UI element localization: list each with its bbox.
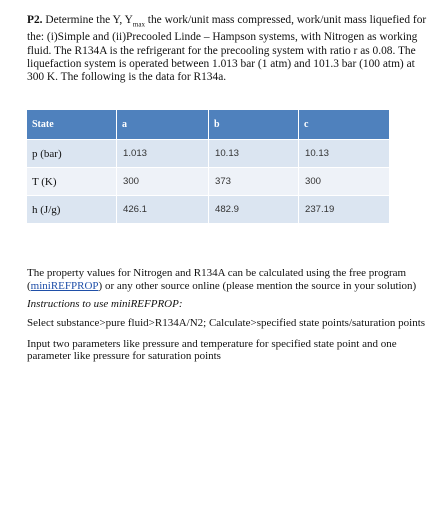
cell-temperature-b: 373 — [209, 167, 299, 195]
cell-enthalpy-a: 426.1 — [117, 195, 209, 223]
table-row — [27, 139, 389, 167]
instruction-select-substance: Select substance>pure fluid>R134A/N2; Calculate>specified state points/saturation points — [27, 317, 426, 330]
header-c: c — [299, 110, 389, 139]
notes-section — [27, 267, 427, 363]
cell-temperature-c: 300 — [299, 167, 389, 195]
row-label-temperature: T (K) — [27, 167, 117, 195]
table-row — [27, 167, 389, 195]
instructions-heading: Instructions to use miniREFPROP: — [27, 298, 183, 311]
table-row — [27, 195, 389, 223]
document-page — [27, 14, 427, 369]
minirefprop-link[interactable]: miniREFPROP — [30, 279, 99, 292]
cell-pressure-c: 10.13 — [299, 139, 389, 167]
r134a-data-table — [27, 110, 389, 223]
cell-pressure-a: 1.013 — [117, 139, 209, 167]
property-source-text-end: ) or any other source online (please mention the source in your solution) — [98, 279, 417, 292]
property-source-paragraph — [27, 267, 427, 292]
header-b: b — [209, 110, 299, 139]
problem-text-lead: Determine the Y, Y — [42, 14, 133, 26]
row-label-pressure: p (bar) — [27, 139, 117, 167]
cell-pressure-b: 10.13 — [209, 139, 299, 167]
cell-temperature-a: 300 — [117, 167, 209, 195]
problem-text-rest: the work/unit mass compressed, work/unit mass liquefied for the: (i)Simple and (ii)Precooled Linde – Hampson systems, with Nitrogen as working fluid. The R134A is the refrigerant for the precooling system with ratio r as 0.08. The liquefaction system is operated between 1.013 bar (1 atm) and 101.3 bar (100 atm) at 300 K. The following is the data for R134a. — [27, 14, 427, 84]
problem-text-subscript: max — [132, 20, 145, 29]
problem-statement — [27, 14, 427, 84]
problem-number: P2. — [27, 14, 43, 26]
r134a-data-table-wrapper — [27, 110, 389, 223]
table-header-row — [27, 110, 389, 139]
header-state: State — [27, 110, 117, 139]
header-a: a — [117, 110, 209, 139]
instruction-input-parameters: Input two parameters like pressure and temperature for specified state point and one parameter like pressure for saturation points — [27, 337, 397, 363]
cell-enthalpy-c: 237.19 — [299, 195, 389, 223]
property-source-text: The property values for Nitrogen and R134A can be calculated using the free program ( — [27, 267, 407, 292]
cell-enthalpy-b: 482.9 — [209, 195, 299, 223]
row-label-enthalpy: h (J/g) — [27, 195, 117, 223]
